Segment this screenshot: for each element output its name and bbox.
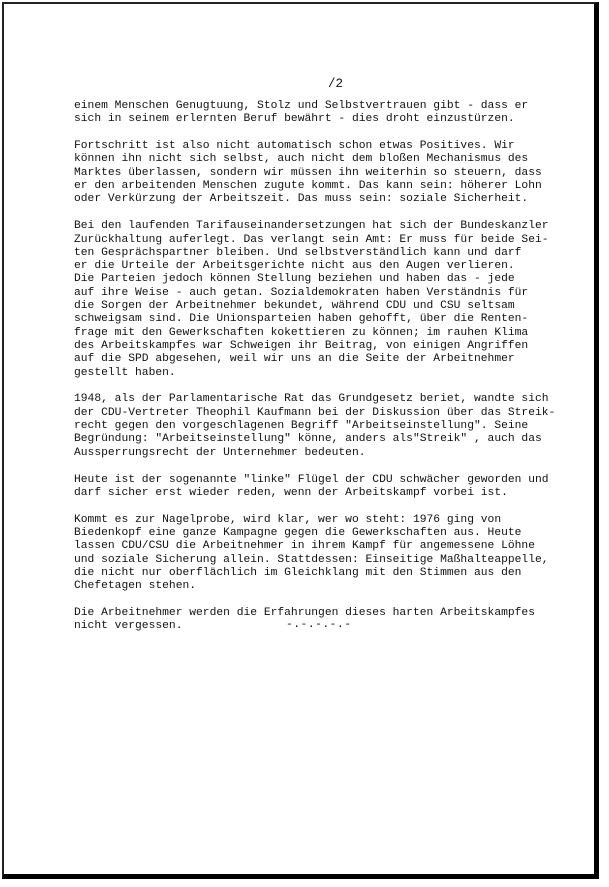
text-line: Marktes überlassen, sondern wir müssen ihn weiterhin so steuern, dass bbox=[74, 166, 542, 179]
text-line: Bei den laufenden Tarifauseinandersetzungen hat sich der Bundeskanzler bbox=[74, 220, 549, 233]
text-line: Kommt es zur Nagelprobe, wird klar, wer wo steht: 1976 ging von bbox=[74, 513, 502, 526]
document-body bbox=[74, 100, 574, 647]
paragraph bbox=[74, 393, 574, 459]
paragraph bbox=[74, 140, 574, 206]
text-line: er die Urteile der Arbeitsgerichte nicht aus den Augen verlieren. bbox=[74, 260, 515, 273]
text-line: sich in seinem erlernten Beruf bewährt - dies droht einzustürzen. bbox=[74, 113, 515, 126]
text-line: Zurückhaltung auferlegt. Das verlangt sein Amt: Er muss für beide Sei- bbox=[74, 233, 549, 246]
text-line: 1948, als der Parlamentarische Rat das Grundgesetz beriet, wandte sich bbox=[74, 393, 549, 406]
text-line: einem Menschen Genugtuung, Stolz und Selbstvertrauen gibt - dass er bbox=[74, 100, 529, 112]
text-line: oder Verkürzung der Arbeitszeit. Das muss sein: soziale Sicherheit. bbox=[74, 193, 529, 206]
text-line: lassen CDU/CSU die Arbeitnehmer in ihrem Kampf für angemessene Löhne bbox=[74, 540, 535, 553]
text-line: schweigsam sind. Die Unionsparteien haben gehofft, über die Renten- bbox=[74, 313, 529, 326]
text-line: und soziale Sicherung allein. Stattdessen: Einseitige Maßhalteappelle, bbox=[74, 553, 549, 566]
text-line: Die Parteien jedoch können Stellung beziehen und haben das - jede bbox=[74, 273, 515, 286]
text-line: des Arbeitskampfes war Schweigen ihr Beitrag, von einigen Angriffen bbox=[74, 339, 529, 352]
text-line: ten Gesprächspartner bleiben. Und selbstverständlich kann und darf bbox=[74, 246, 522, 259]
page-number: /2 bbox=[328, 77, 344, 91]
paragraph bbox=[74, 220, 574, 380]
text-line: gestellt haben. bbox=[74, 366, 176, 379]
text-line: der CDU-Vertreter Theophil Kaufmann bei der Diskussion über das Streik- bbox=[74, 406, 556, 419]
text-line: die nicht nur oberflächlich im Gleichklang mit den Stimmen aus den bbox=[74, 566, 522, 579]
text-line: Biedenkopf eine ganze Kampagne gegen die Gewerkschaften aus. Heute bbox=[74, 526, 522, 539]
text-line: frage mit den Gewerkschaften kokettieren zu können; im rauhen Klima bbox=[74, 326, 529, 339]
text-line: Heute ist der sogenannte "linke" Flügel der CDU schwächer geworden und bbox=[74, 473, 549, 486]
text-line: auf die SPD abgesehen, weil wir uns an die Seite der Arbeitnehmer bbox=[74, 353, 515, 366]
end-mark: -.-.-.-.- bbox=[286, 619, 352, 631]
text-line: recht gegen den vorgeschlagenen Begriff "Arbeitseinstellung". Seine bbox=[74, 420, 529, 433]
text-line: darf sicher erst wieder reden, wenn der Arbeitskampf vorbei ist. bbox=[74, 486, 508, 499]
text-line: Aussperrungsrecht der Unternehmer bedeuten. bbox=[74, 446, 366, 459]
text-line: Die Arbeitnehmer werden die Erfahrungen dieses harten Arbeitskampfes bbox=[74, 607, 535, 620]
text-line: Fortschritt ist also nicht automatisch schon etwas Positives. Wir bbox=[74, 140, 515, 153]
text-line: die Sorgen der Arbeitnehmer bekundet, während CDU und CSU seltsam bbox=[74, 300, 515, 313]
text-line: auf ihre Weise - auch getan. Sozialdemokraten haben Verständnis für bbox=[74, 286, 529, 299]
paragraph bbox=[74, 100, 574, 127]
text-line: er den arbeitenden Menschen zugute kommt. Das kann sein: höherer Lohn bbox=[74, 180, 542, 193]
text-line: Begründung: "Arbeitseinstellung" könne, anders als"Streik" , auch das bbox=[74, 433, 542, 446]
text-line: können ihn nicht sich selbst, auch nicht dem bloßen Mechanismus des bbox=[74, 153, 529, 166]
paragraph bbox=[74, 514, 574, 594]
text-line: Chefetagen stehen. bbox=[74, 580, 197, 593]
paragraph bbox=[74, 474, 574, 501]
text-line: nicht vergessen. bbox=[74, 620, 183, 633]
